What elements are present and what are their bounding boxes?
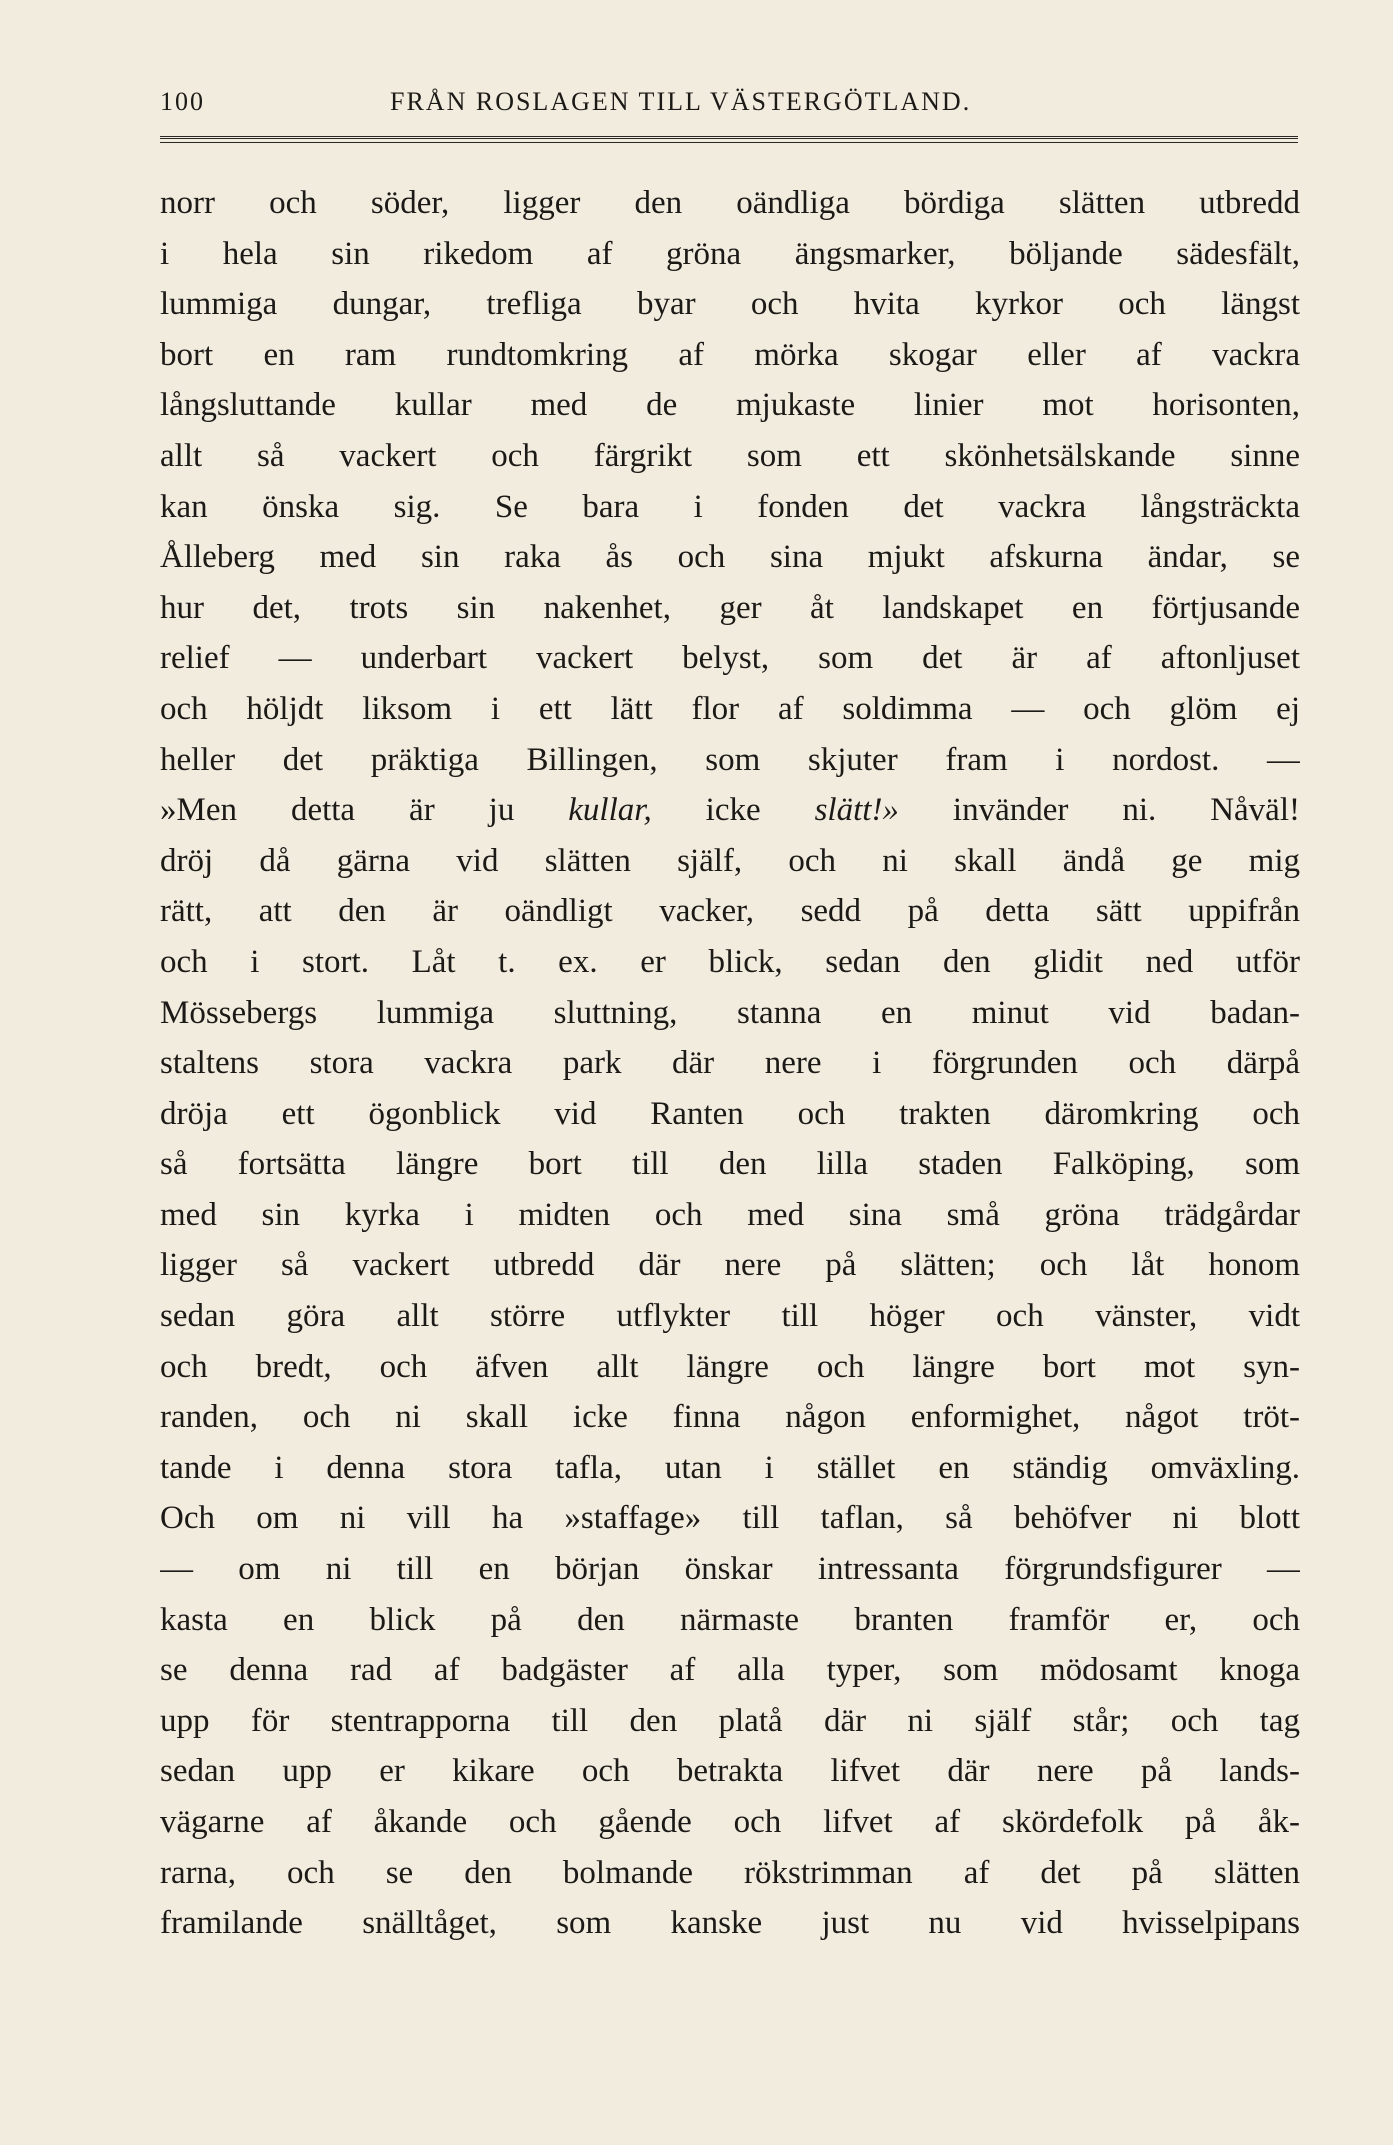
text-line: upp för stentrapporna till den platå där ni själf står; och tag — [160, 1702, 1300, 1739]
text-line: dröj då gärna vid slätten själf, och ni skall ändå ge mig — [160, 842, 1300, 879]
text-line: staltens stora vackra park där nere i förgrunden och därpå — [160, 1045, 1300, 1082]
text-line: — om ni till en början önskar intressanta förgrundsfigurer — — [160, 1551, 1300, 1588]
text-line: rarna, och se den bolmande rökstrimman af det på slätten — [160, 1854, 1300, 1891]
text-line: tande i denna stora tafla, utan i stället en ständig omväxling. — [160, 1449, 1300, 1486]
text-line: rätt, att den är oändligt vacker, sedd på detta sätt uppifrån — [160, 893, 1300, 930]
text-line: vägarne af åkande och gående och lifvet af skördefolk på åk- — [160, 1804, 1300, 1840]
text-line: långsluttande kullar med de mjukaste linier mot horisonten, — [160, 387, 1300, 424]
header-rule — [160, 136, 1298, 143]
text-line: sedan göra allt större utflykter till höger och vänster, vidt — [160, 1298, 1300, 1335]
text-line: lummiga dungar, trefliga byar och hvita kyrkor och längst — [160, 286, 1300, 323]
text-line-with-italics — [160, 785, 1300, 836]
text-line: dröja ett ögonblick vid Ranten och trakten däromkring och — [160, 1095, 1300, 1132]
text-line: och i stort. Låt t. ex. er blick, sedan den glidit ned utför — [160, 943, 1300, 980]
text-line: så fortsätta längre bort till den lilla staden Falköping, som — [160, 1146, 1300, 1183]
running-head — [160, 82, 1300, 122]
running-title: FRÅN ROSLAGEN TILL VÄSTERGÖTLAND. — [390, 87, 972, 116]
text-line: norr och söder, ligger den oändliga bördiga slätten utbredd — [160, 185, 1300, 221]
body-text — [160, 178, 1300, 1949]
text-line: och bredt, och äfven allt längre och längre bort mot syn- — [160, 1348, 1300, 1385]
text-line: kan önska sig. Se bara i fonden det vackra långsträckta — [160, 488, 1300, 525]
text-line: bort en ram rundtomkring af mörka skogar eller af vackra — [160, 336, 1300, 373]
text-line: med sin kyrka i midten och med sina små gröna trädgårdar — [160, 1196, 1300, 1233]
text-line: allt så vackert och färgrikt som ett skönhetsälskande sinne — [160, 437, 1300, 474]
text-line: heller det präktiga Billingen, som skjuter fram i nordost. — — [160, 741, 1300, 778]
text-line: relief — underbart vackert belyst, som det är af aftonljuset — [160, 640, 1300, 677]
text-line: ligger så vackert utbredd där nere på slätten; och låt honom — [160, 1247, 1300, 1284]
text-line: randen, och ni skall icke finna någon enformighet, något tröt- — [160, 1399, 1300, 1436]
italic-word-kullar: kullar, — [568, 792, 652, 829]
line-fragment: icke — [651, 792, 815, 829]
page-number: 100 — [160, 87, 205, 116]
text-line: hur det, trots sin nakenhet, ger åt landskapet en förtjusande — [160, 589, 1300, 626]
text-line: i hela sin rikedom af gröna ängsmarker, böljande sädesfält, — [160, 235, 1300, 272]
text-line: framilande snälltåget, som kanske just nu vid hvisselpipans — [160, 1905, 1300, 1942]
text-line: Och om ni vill ha »staffage» till taflan, så behöfver ni blott — [160, 1500, 1300, 1537]
italic-word-slatt: slätt!» — [814, 792, 899, 829]
text-line: sedan upp er kikare och betrakta lifvet där nere på lands- — [160, 1753, 1300, 1790]
line-fragment: »Men detta är ju — [160, 792, 569, 829]
line-fragment: invänder ni. Nåväl! — [898, 792, 1300, 829]
text-line: Mössebergs lummiga sluttning, stanna en minut vid badan- — [160, 994, 1300, 1031]
text-line: se denna rad af badgäster af alla typer, som mödosamt knoga — [160, 1652, 1300, 1689]
text-line: Ålleberg med sin raka ås och sina mjukt afskurna ändar, se — [160, 539, 1300, 576]
text-line: och höljdt liksom i ett lätt flor af soldimma — och glöm ej — [160, 690, 1300, 727]
text-line: kasta en blick på den närmaste branten framför er, och — [160, 1601, 1300, 1638]
